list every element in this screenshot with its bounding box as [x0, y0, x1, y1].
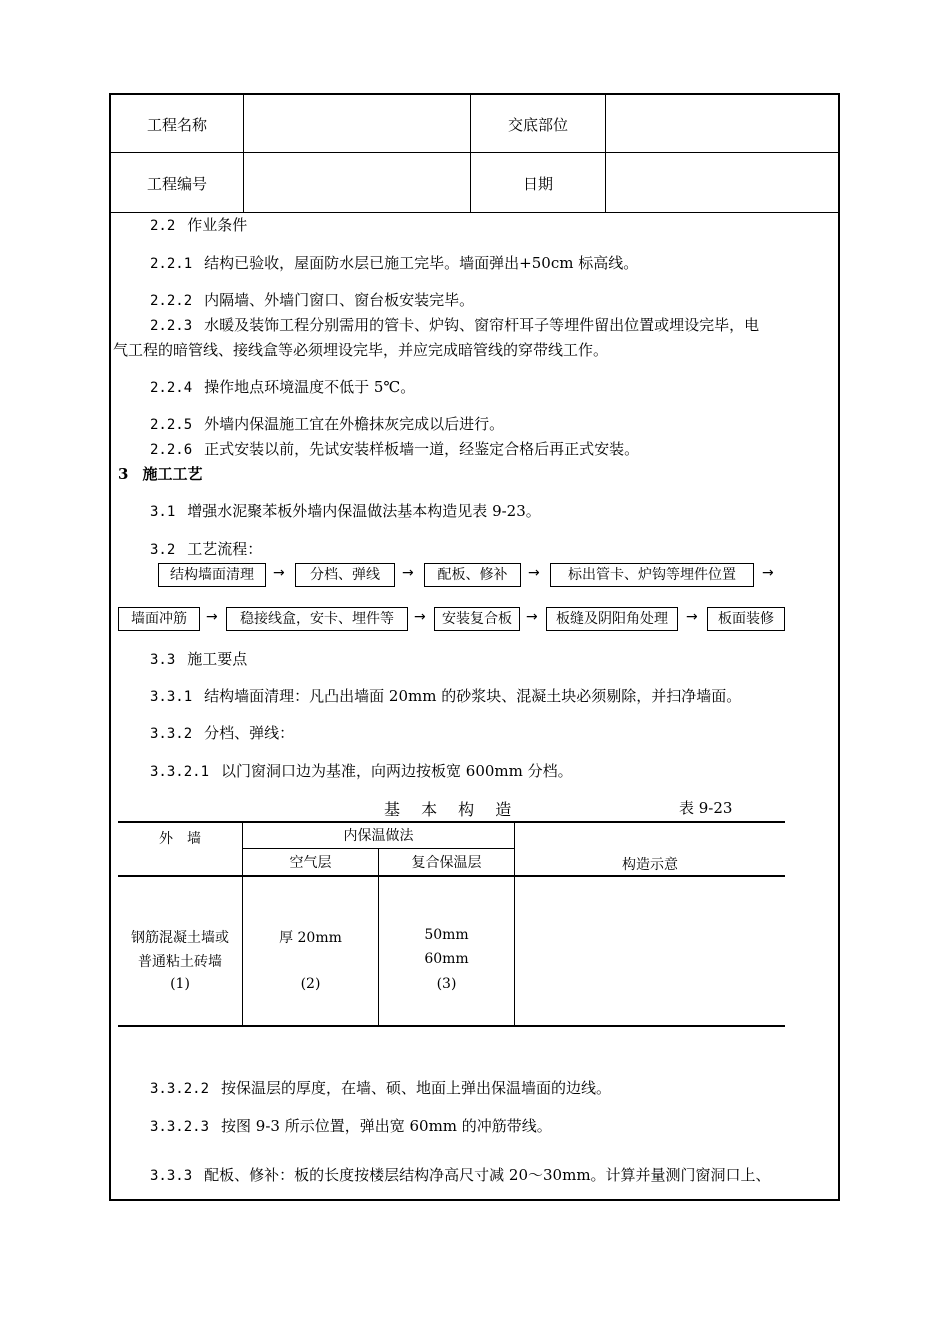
- flow-step-install-panels: 安装复合板: [434, 607, 520, 631]
- para-3-3-2-2: 3.3.2.2 按保温层的厚度，在墙、硕、地面上弹出保温墙面的边线。: [150, 1079, 612, 1097]
- table-header-diagram: 构造示意: [622, 857, 678, 873]
- table-cell-wall-1: 钢筋混凝土墙或: [131, 930, 229, 946]
- table-bottom-rule: [118, 1025, 785, 1027]
- flow-arrow-icon: →: [686, 609, 698, 625]
- para-3-3: 3.3 施工要点: [150, 650, 248, 668]
- flow-step-boards: 配板、修补: [424, 563, 521, 587]
- date-label: 日期: [522, 175, 553, 193]
- para-3-3-2: 3.3.2 分档、弹线：: [150, 724, 295, 742]
- flow-step-junction-boxes: 稳接线盒，安卡、埋件等: [226, 607, 408, 631]
- table-col-line: [514, 822, 515, 1026]
- para-2-2-5: 2.2.5 外墙内保温施工宜在外檐抹灰完成以后进行。: [150, 415, 505, 433]
- table-cell-comp-2: 60mm: [424, 951, 469, 967]
- table-header-composite: 复合保温层: [411, 855, 482, 871]
- table-cell-air-1: 厚 20mm: [279, 930, 342, 946]
- para-2-2-3-cont: 气工程的暗管线、接线盒等必须埋设完毕，并应完成暗管线的穿带线工作。: [113, 341, 609, 359]
- flow-arrow-icon: →: [414, 609, 426, 625]
- flow-arrow-icon: →: [526, 609, 538, 625]
- flow-arrow-icon: →: [206, 609, 218, 625]
- header-row-divider: [109, 152, 840, 153]
- flow-step-screeding: 墙面冲筋: [118, 607, 200, 631]
- table-header-rule: [118, 875, 785, 877]
- table-cell-comp-1: 50mm: [424, 927, 469, 943]
- table-header-air: 空气层: [289, 855, 332, 871]
- flow-arrow-icon: →: [762, 565, 774, 581]
- table-number: 表 9-23: [679, 799, 733, 817]
- para-3-3-3: 3.3.3 配板、修补：板的长度按楼层结构净高尺寸减 20～30mm。计算并量测门窗洞口上、: [150, 1166, 771, 1184]
- table-title: 基 本 构 造: [384, 800, 520, 819]
- para-3-3-2-1: 3.3.2.1 以门窗洞口边为基准，向两边按板宽 600mm 分档。: [150, 762, 573, 780]
- flow-step-layout: 分档、弹线: [295, 563, 395, 587]
- flow-step-joints: 板缝及阴阳角处理: [546, 607, 678, 631]
- para-3-1: 3.1 增强水泥聚苯板外墙内保温做法基本构造见表 9-23。: [150, 502, 541, 520]
- table-cell-wall-2: 普通粘土砖墙: [138, 954, 222, 970]
- project-name-label: 工程名称: [146, 116, 207, 134]
- para-3-2: 3.2 工艺流程：: [150, 540, 263, 558]
- para-2-2-6: 2.2.6 正式安装以前，先试安装样板墙一道，经鉴定合格后再正式安装。: [150, 440, 640, 458]
- flow-step-wall-cleaning: 结构墙面清理: [158, 563, 266, 587]
- para-3-3-1: 3.3.1 结构墙面清理：凡凸出墙面 20mm 的砂浆块、混凝土块必须剔除，并扫净墙面。: [150, 687, 742, 705]
- table-header-wall: 外 墙: [159, 831, 201, 847]
- para-2-2-4: 2.2.4 操作地点环境温度不低于 5℃。: [150, 378, 416, 396]
- para-2-2-3: 2.2.3 水暖及装饰工程分别需用的管卡、炉钩、窗帘杆耳子等埋件留出位置或埋设完毕，电: [150, 316, 760, 334]
- flow-step-mark-embedded: 标出管卡、炉钩等埋件位置: [550, 563, 754, 587]
- header-col-2: [470, 93, 471, 213]
- para-2-2: 2.2 作业条件: [150, 216, 248, 234]
- flow-arrow-icon: →: [402, 565, 414, 581]
- project-no-label: 工程编号: [146, 175, 207, 193]
- table-cell-comp-3: (3): [436, 976, 457, 992]
- table-cell-air-2: (2): [300, 976, 321, 992]
- header-col-3: [605, 93, 606, 213]
- para-2-2-1: 2.2.1 结构已验收，屋面防水层已施工完毕。墙面弹出+50cm 标高线。: [150, 254, 639, 272]
- para-2-2-2: 2.2.2 内隔墙、外墙门窗口、窗台板安装完毕。: [150, 291, 475, 309]
- flow-step-finishing: 板面装修: [707, 607, 785, 631]
- flow-arrow-icon: →: [528, 565, 540, 581]
- header-bottom-line: [109, 212, 840, 213]
- section-3-heading: 3 施工工艺: [118, 465, 203, 483]
- para-3-3-2-3: 3.3.2.3 按图 9-3 所示位置，弹出宽 60mm 的冲筋带线。: [150, 1117, 552, 1135]
- table-header-method: 内保温做法: [343, 828, 414, 844]
- part-label: 交底部位: [507, 116, 568, 134]
- header-col-1: [243, 93, 244, 213]
- table-top-rule: [118, 821, 785, 823]
- flow-arrow-icon: →: [273, 565, 285, 581]
- table-cell-wall-3: (1): [170, 976, 190, 992]
